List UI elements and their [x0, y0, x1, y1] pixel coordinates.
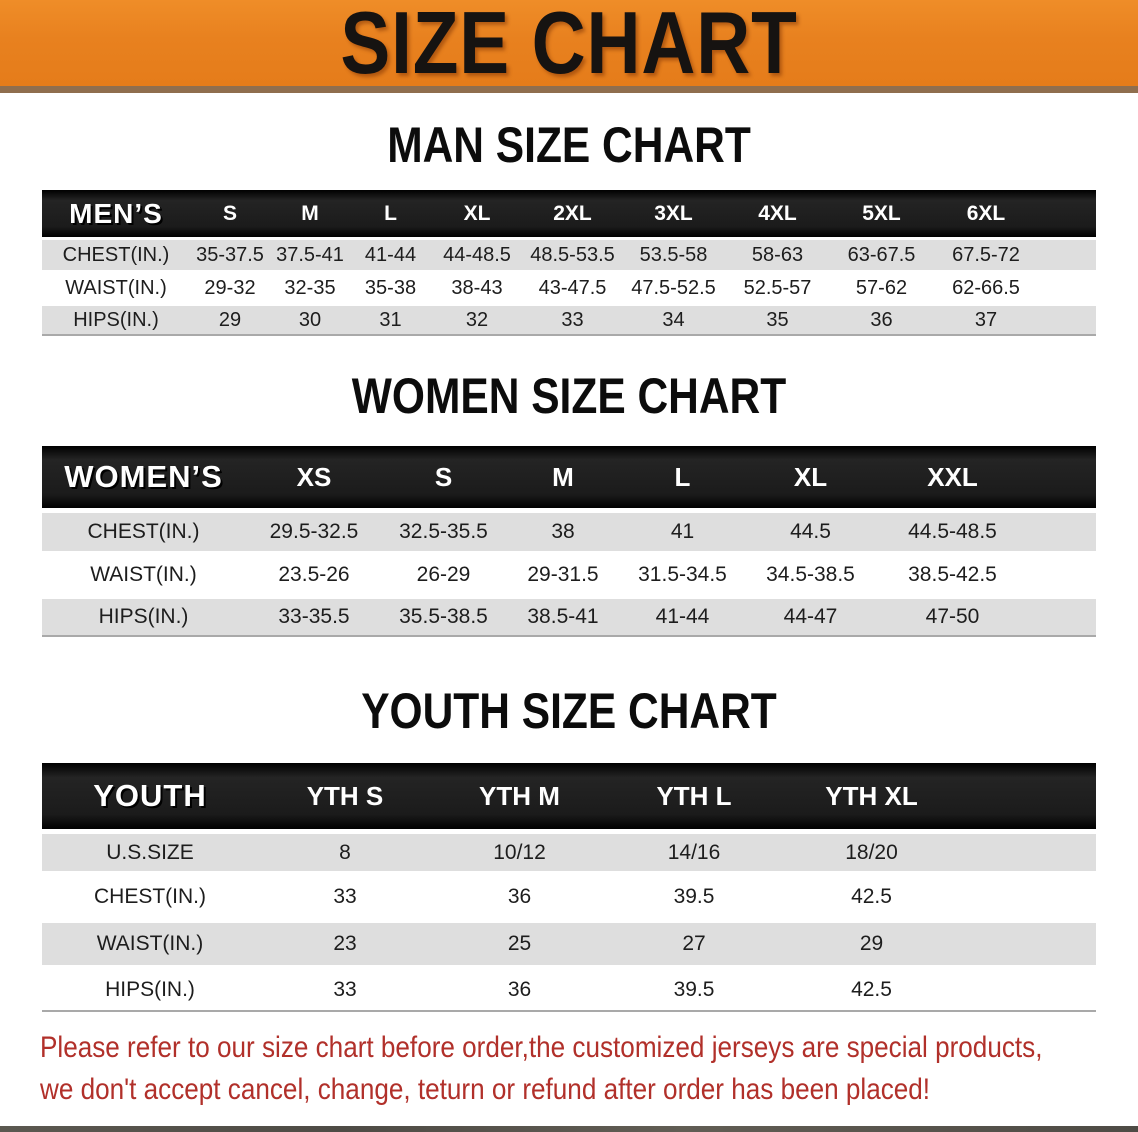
youth-size-col-3: YTH XL [781, 763, 1096, 829]
womens-header-row [42, 446, 1096, 508]
mens-cell-2-1: 30 [270, 306, 350, 336]
womens-cell-2-5: 47-50 [878, 599, 1096, 637]
youth-row-label-1: CHEST(IN.) [42, 876, 258, 918]
womens-size-col-4: XL [743, 446, 878, 508]
mens-row-label-1: WAIST(IN.) [42, 273, 190, 303]
mens-cell-0-8: 67.5-72 [933, 240, 1096, 270]
womens-size-col-0: XS [245, 446, 383, 508]
mens-cell-2-5: 34 [622, 306, 725, 336]
mens-size-col-2: L [350, 190, 431, 237]
youth-cell-1-1: 36 [432, 876, 607, 918]
mens-cell-1-7: 57-62 [830, 273, 933, 303]
youth-cell-3-0: 33 [258, 970, 432, 1012]
youth-corner-label: YOUTH [42, 763, 258, 829]
womens-cell-0-2: 38 [504, 513, 622, 551]
youth-cell-0-1: 10/12 [432, 834, 607, 871]
banner-title: SIZE CHART [340, 0, 798, 92]
womens-row-label-0: CHEST(IN.) [42, 513, 245, 551]
mens-cell-2-3: 32 [431, 306, 523, 336]
youth-cell-1-2: 39.5 [607, 876, 781, 918]
mens-row-1 [42, 273, 1096, 303]
mens-cell-1-2: 35-38 [350, 273, 431, 303]
womens-cell-2-1: 35.5-38.5 [383, 599, 504, 637]
youth-cell-3-3: 42.5 [781, 970, 1096, 1012]
womens-cell-2-0: 33-35.5 [245, 599, 383, 637]
mens-cell-1-6: 52.5-57 [725, 273, 830, 303]
womens-row-label-2: HIPS(IN.) [42, 599, 245, 637]
youth-cell-2-2: 27 [607, 923, 781, 965]
mens-cell-0-3: 44-48.5 [431, 240, 523, 270]
youth-row-1 [42, 876, 1096, 918]
mens-size-col-7: 5XL [830, 190, 933, 237]
mens-cell-0-2: 41-44 [350, 240, 431, 270]
womens-cell-0-1: 32.5-35.5 [383, 513, 504, 551]
youth-row-label-2: WAIST(IN.) [42, 923, 258, 965]
mens-cell-0-1: 37.5-41 [270, 240, 350, 270]
youth-cell-1-0: 33 [258, 876, 432, 918]
photo-bottom-edge-bar [0, 1126, 1138, 1132]
mens-size-col-4: 2XL [523, 190, 622, 237]
womens-cell-1-3: 31.5-34.5 [622, 556, 743, 594]
man-size-chart-heading: MAN SIZE CHART [387, 117, 751, 173]
mens-cell-2-7: 36 [830, 306, 933, 336]
mens-row-2 [42, 306, 1096, 336]
youth-size-table [42, 758, 1096, 1017]
youth-size-col-1: YTH M [432, 763, 607, 829]
womens-cell-2-4: 44-47 [743, 599, 878, 637]
mens-cell-0-5: 53.5-58 [622, 240, 725, 270]
mens-cell-1-4: 43-47.5 [523, 273, 622, 303]
mens-size-col-6: 4XL [725, 190, 830, 237]
womens-size-col-3: L [622, 446, 743, 508]
womens-cell-1-5: 38.5-42.5 [878, 556, 1096, 594]
youth-cell-2-1: 25 [432, 923, 607, 965]
womens-corner-label: WOMEN’S [42, 446, 245, 508]
womens-cell-0-4: 44.5 [743, 513, 878, 551]
womens-cell-0-0: 29.5-32.5 [245, 513, 383, 551]
mens-cell-0-6: 58-63 [725, 240, 830, 270]
youth-size-section [0, 683, 1138, 1017]
womens-row-0 [42, 513, 1096, 551]
youth-cell-0-2: 14/16 [607, 834, 781, 871]
mens-size-col-0: S [190, 190, 270, 237]
youth-cell-2-3: 29 [781, 923, 1096, 965]
womens-size-table [42, 441, 1096, 642]
youth-row-0 [42, 834, 1096, 871]
womens-cell-2-2: 38.5-41 [504, 599, 622, 637]
mens-cell-2-2: 31 [350, 306, 431, 336]
youth-header-row [42, 763, 1096, 829]
womens-cell-0-5: 44.5-48.5 [878, 513, 1096, 551]
mens-row-0 [42, 240, 1096, 270]
mens-cell-1-0: 29-32 [190, 273, 270, 303]
mens-corner-label: MEN’S [42, 190, 190, 237]
mens-cell-1-8: 62-66.5 [933, 273, 1096, 303]
mens-size-col-3: XL [431, 190, 523, 237]
mens-size-col-8: 6XL [933, 190, 1096, 237]
mens-cell-2-4: 33 [523, 306, 622, 336]
youth-cell-1-3: 42.5 [781, 876, 1096, 918]
disclaimer-line-1: Please refer to our size chart before order,the customized jerseys are special products, [40, 1031, 1043, 1064]
mens-cell-2-6: 35 [725, 306, 830, 336]
mens-cell-1-5: 47.5-52.5 [622, 273, 725, 303]
womens-row-label-1: WAIST(IN.) [42, 556, 245, 594]
womens-cell-1-2: 29-31.5 [504, 556, 622, 594]
youth-row-label-3: HIPS(IN.) [42, 970, 258, 1012]
mens-header-row [42, 190, 1096, 237]
womens-size-col-1: S [383, 446, 504, 508]
mens-cell-1-1: 32-35 [270, 273, 350, 303]
youth-cell-0-3: 18/20 [781, 834, 1096, 871]
order-disclaimer [40, 1027, 1043, 1111]
mens-size-col-5: 3XL [622, 190, 725, 237]
womens-cell-1-4: 34.5-38.5 [743, 556, 878, 594]
mens-cell-1-3: 38-43 [431, 273, 523, 303]
youth-size-col-2: YTH L [607, 763, 781, 829]
womens-size-col-5: XXL [878, 446, 1096, 508]
mens-cell-2-8: 37 [933, 306, 1096, 336]
youth-row-2 [42, 923, 1096, 965]
youth-row-label-0: U.S.SIZE [42, 834, 258, 871]
mens-size-table [42, 187, 1096, 339]
youth-cell-2-0: 23 [258, 923, 432, 965]
womens-cell-0-3: 41 [622, 513, 743, 551]
womens-row-1 [42, 556, 1096, 594]
youth-cell-3-1: 36 [432, 970, 607, 1012]
womens-cell-2-3: 41-44 [622, 599, 743, 637]
youth-size-chart-heading: YOUTH SIZE CHART [361, 683, 777, 739]
mens-cell-0-4: 48.5-53.5 [523, 240, 622, 270]
disclaimer-line-2: we don't accept cancel, change, teturn or refund after order has been placed! [40, 1073, 931, 1106]
mens-cell-2-0: 29 [190, 306, 270, 336]
women-size-section [0, 368, 1138, 642]
youth-cell-0-0: 8 [258, 834, 432, 871]
mens-cell-0-7: 63-67.5 [830, 240, 933, 270]
womens-cell-1-1: 26-29 [383, 556, 504, 594]
size-chart-banner [0, 0, 1138, 93]
man-size-section [0, 117, 1138, 339]
youth-row-3 [42, 970, 1096, 1012]
mens-row-label-2: HIPS(IN.) [42, 306, 190, 336]
youth-cell-3-2: 39.5 [607, 970, 781, 1012]
womens-cell-1-0: 23.5-26 [245, 556, 383, 594]
mens-cell-0-0: 35-37.5 [190, 240, 270, 270]
women-size-chart-heading: WOMEN SIZE CHART [351, 368, 787, 424]
youth-size-col-0: YTH S [258, 763, 432, 829]
womens-row-2 [42, 599, 1096, 637]
womens-size-col-2: M [504, 446, 622, 508]
mens-row-label-0: CHEST(IN.) [42, 240, 190, 270]
mens-size-col-1: M [270, 190, 350, 237]
